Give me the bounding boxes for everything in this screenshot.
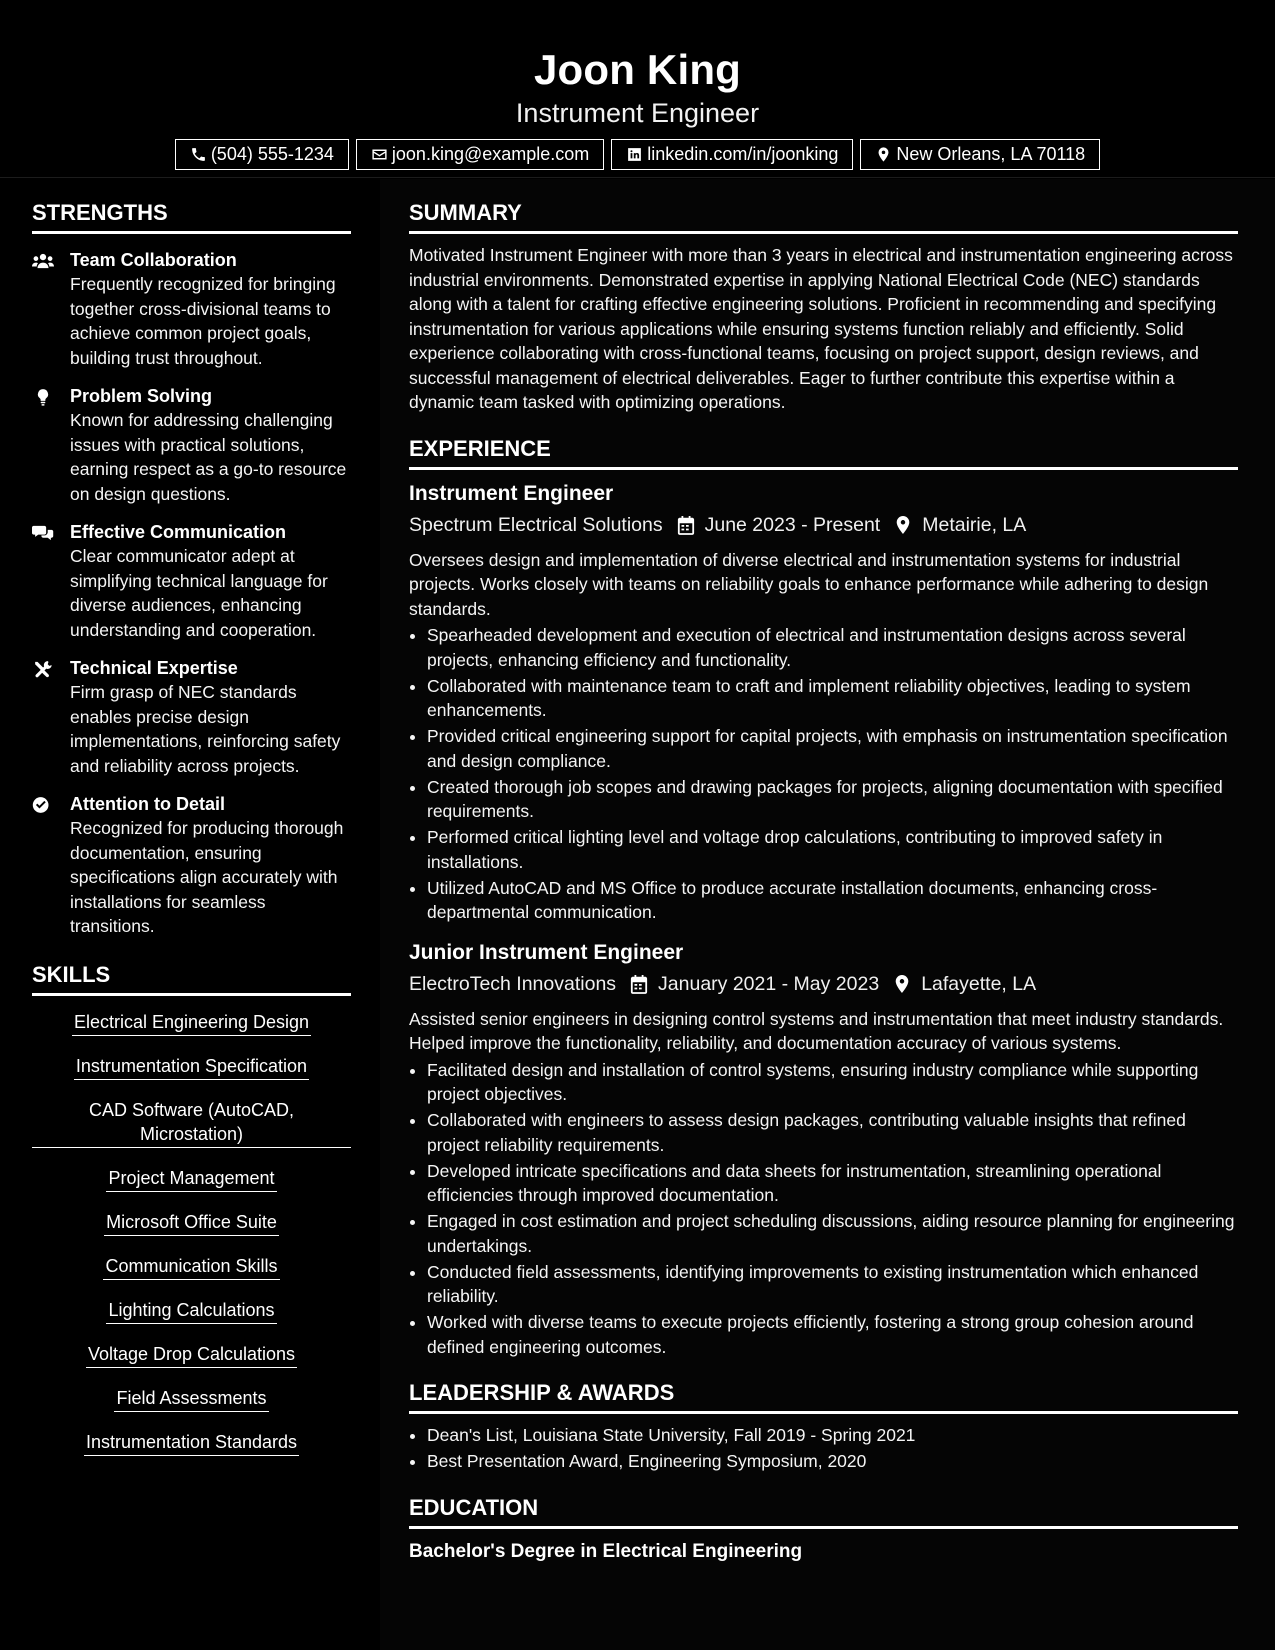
phone-icon — [190, 146, 207, 163]
location-pin-icon — [875, 146, 892, 163]
resume-header — [0, 0, 1275, 178]
strength-item — [32, 248, 351, 370]
contact-linkedin-text: linkedin.com/in/joonking — [647, 144, 839, 164]
experience-heading: EXPERIENCE — [409, 435, 1238, 470]
contact-linkedin[interactable] — [611, 139, 853, 170]
strength-desc: Frequently recognized for bringing together cross-divisional teams to achieve common project goals, building trust throughout. — [70, 274, 336, 368]
contact-location-text: New Orleans, LA 70118 — [896, 144, 1086, 164]
skill-item: Instrumentation Specification — [32, 1054, 351, 1080]
location-pin-icon — [894, 515, 912, 535]
contact-location — [860, 139, 1100, 170]
job-location: Metairie, LA — [922, 513, 1027, 536]
left-column — [0, 179, 380, 1650]
strength-name: Effective Communication — [70, 522, 287, 542]
job-description: Assisted senior engineers in designing control systems and instrumentation that meet industry standards. Helped improve the functionality, reliability, and documentation accuracy of various systems. — [409, 1008, 1224, 1053]
right-column — [380, 179, 1275, 1650]
degree-title: Bachelor's Degree in Electrical Engineering — [409, 1540, 803, 1562]
summary-heading: SUMMARY — [409, 199, 1238, 234]
job-bullets — [409, 1058, 1238, 1360]
contact-bar — [0, 139, 1275, 170]
job-location: Lafayette, LA — [921, 972, 1037, 995]
contact-phone-text: (504) 555-1234 — [210, 144, 334, 164]
job-company: Spectrum Electrical Solutions — [409, 513, 663, 536]
job-company: ElectroTech Innovations — [409, 972, 617, 995]
contact-email-text: joon.king@example.com — [391, 144, 590, 164]
strength-item — [32, 792, 351, 939]
skill-item: Instrumentation Standards — [32, 1430, 351, 1456]
job-bullet: • Collaborated with maintenance team to craft and implement reliability objectives, leading to system enhancements. — [427, 674, 1238, 723]
comments-icon — [32, 524, 54, 542]
strengths-heading: STRENGTHS — [32, 199, 351, 234]
job-meta — [409, 970, 1238, 998]
skill-item: Field Assessments — [32, 1386, 351, 1412]
tools-icon — [32, 660, 54, 678]
strength-desc: Recognized for producing thorough documentation, ensuring specifications align accurately with installations for seamless transitions. — [70, 818, 344, 936]
job-bullet: • Spearheaded development and execution of electrical and instrumentation designs across several projects, enhancing efficiency and functionality. — [427, 623, 1238, 672]
job-entry — [409, 939, 1238, 1360]
skill-item: CAD Software (AutoCAD, Microstation) — [32, 1098, 351, 1148]
strength-name: Team Collaboration — [70, 250, 237, 270]
location-pin-icon — [893, 974, 911, 994]
award-item: • Best Presentation Award, Engineering Symposium, 2020 — [427, 1449, 1238, 1474]
job-bullet: • Conducted field assessments, identifying improvements to existing instrumentation which enhanced reliability. — [427, 1260, 1238, 1309]
contact-phone[interactable] — [175, 139, 349, 170]
strength-name: Attention to Detail — [70, 794, 225, 814]
skill-item: Electrical Engineering Design — [32, 1010, 351, 1036]
job-title: Instrument Engineer — [409, 481, 614, 505]
check-circle-icon — [32, 796, 54, 814]
skills-heading: SKILLS — [32, 961, 351, 996]
job-bullet: • Worked with diverse teams to execute projects efficiently, fostering a strong group cohesion around defined engineering outcomes. — [427, 1310, 1238, 1359]
leadership-heading: LEADERSHIP & AWARDS — [409, 1379, 1238, 1414]
job-bullets — [409, 623, 1238, 925]
candidate-title: Instrument Engineer — [515, 98, 760, 128]
award-item: • Dean's List, Louisiana State University, Fall 2019 - Spring 2021 — [427, 1423, 1238, 1448]
job-bullet: • Provided critical engineering support for capital projects, with emphasis on instrumentation specification and design compliance. — [427, 724, 1238, 773]
job-description: Oversees design and implementation of diverse electrical and instrumentation systems for industrial projects. Works closely with teams on reliability goals to enhance performance while adhering to design standards. — [409, 549, 1209, 619]
strength-desc: Known for addressing challenging issues with practical solutions, earning respect as a go-to resource on design questions. — [70, 410, 347, 504]
strength-item — [32, 384, 351, 506]
job-bullet: • Engaged in cost estimation and project scheduling discussions, aiding resource planning for engineering undertakings. — [427, 1209, 1238, 1258]
envelope-icon — [371, 146, 388, 163]
job-dates: June 2023 - Present — [704, 513, 881, 536]
linkedin-icon — [626, 146, 643, 163]
candidate-name: Joon King — [533, 46, 742, 93]
job-bullet: • Utilized AutoCAD and MS Office to produce accurate installation documents, enhancing cross-departmental communication. — [427, 876, 1238, 925]
job-dates: January 2021 - May 2023 — [658, 972, 880, 995]
users-icon — [32, 252, 54, 270]
job-bullet: • Facilitated design and installation of control systems, ensuring industry compliance while supporting project objectives. — [427, 1058, 1238, 1107]
strength-name: Problem Solving — [70, 386, 213, 406]
job-title: Junior Instrument Engineer — [409, 940, 684, 964]
strength-desc: Firm grasp of NEC standards enables precise design implementations, reinforcing safety and reliability across projects. — [70, 682, 341, 776]
lightbulb-icon — [32, 388, 54, 406]
leadership-list — [409, 1423, 1238, 1474]
summary-text: Motivated Instrument Engineer with more than 3 years in electrical and instrumentation engineering across industrial environments. Demonstrated expertise in applying National Electrical Code (NEC) standards along with a talent for crafting effective engineering solutions. Proficient in recommending and specifying instrumentation for various applications while ensuring systems function reliably and efficiently. Solid experience collaborating with cross-functional teams, focusing on project support, design reviews, and successful management of electrical deliverables. Eager to further contribute this expertise within a dynamic team tasked with optimizing operations. — [409, 245, 1233, 412]
strength-desc: Clear communicator adept at simplifying technical language for diverse audiences, enhancing understanding and cooperation. — [70, 546, 328, 640]
job-meta — [409, 511, 1238, 539]
strength-item — [32, 656, 351, 778]
skill-item: Microsoft Office Suite — [32, 1210, 351, 1236]
education-heading: EDUCATION — [409, 1494, 1238, 1529]
job-bullet: • Created thorough job scopes and drawing packages for projects, aligning documentation with specified requirements. — [427, 775, 1238, 824]
skills-list — [32, 1010, 351, 1456]
strength-name: Technical Expertise — [70, 658, 238, 678]
job-bullet: • Performed critical lighting level and voltage drop calculations, contributing to improved safety in installations. — [427, 825, 1238, 874]
job-entry — [409, 480, 1238, 925]
skill-item: Voltage Drop Calculations — [32, 1342, 351, 1368]
calendar-icon — [677, 515, 695, 535]
skill-item: Lighting Calculations — [32, 1298, 351, 1324]
skill-item: Communication Skills — [32, 1254, 351, 1280]
skill-item: Project Management — [32, 1166, 351, 1192]
contact-email[interactable] — [356, 139, 604, 170]
strength-item — [32, 520, 351, 642]
job-bullet: • Collaborated with engineers to assess design packages, contributing valuable insights that refined project reliability requirements. — [427, 1108, 1238, 1157]
job-bullet: • Developed intricate specifications and data sheets for instrumentation, streamlining operational efficiencies through improved documentation. — [427, 1159, 1238, 1208]
calendar-icon — [630, 974, 648, 994]
